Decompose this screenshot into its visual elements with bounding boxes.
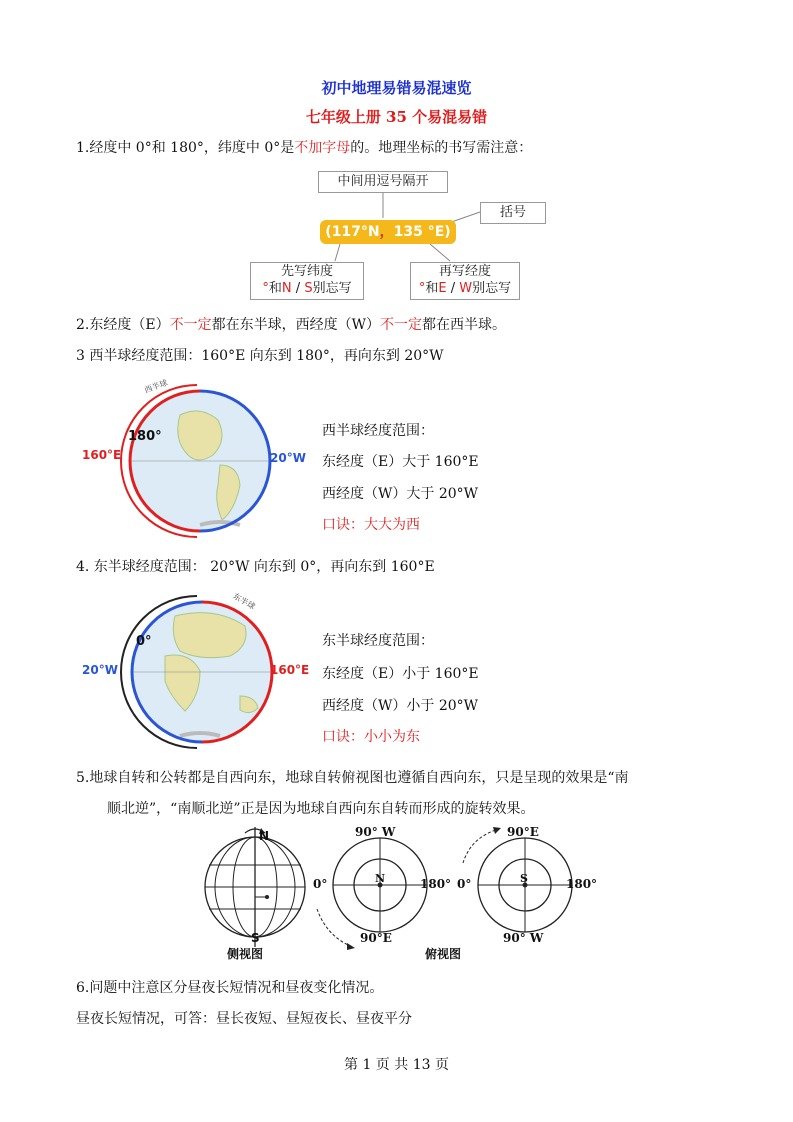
item3-east-rule: 东经度（E）大于 160°E xyxy=(322,454,479,470)
item4-heading: 4. 东半球经度范围： 20°W 向东到 0°，再向东到 160°E xyxy=(76,559,435,575)
item5-line1: 5.地球自转和公转都是自西向东，地球自转俯视图也遵循自西向东，只是呈现的效果是“南 xyxy=(76,770,629,786)
north-top-label: 90° W xyxy=(355,825,396,839)
item4-mnemonic: 口诀：小小为东 xyxy=(322,729,420,745)
bracket-label: 括号 xyxy=(480,202,546,224)
south-right-label: 180° xyxy=(566,877,598,891)
globe-east-center-label: 0° xyxy=(136,634,152,649)
item3-range-heading: 西半球经度范围： xyxy=(322,423,434,439)
north-center-label: N xyxy=(375,872,386,885)
item3-mnemonic: 口诀：大大为西 xyxy=(322,517,420,533)
item3-west-rule: 西经度（W）大于 20°W xyxy=(322,486,479,502)
page-number: 第 1 页 共 13 页 xyxy=(344,1057,449,1073)
rotation-diagrams xyxy=(195,825,615,965)
side-view-caption: 侧视图 xyxy=(227,947,264,961)
item1-text: 1.经度中 0°和 180°，纬度中 0°是不加字母的。地理坐标的书写需注意： xyxy=(76,140,533,156)
globe-west-right-label: 20°W xyxy=(270,451,306,465)
globe-east-hemi-label: 东半球 xyxy=(231,591,257,612)
side-south-label: S xyxy=(251,931,260,945)
side-north-label: N xyxy=(259,829,270,843)
top-view-caption: 俯视图 xyxy=(425,947,462,961)
globe-east-left-label: 20°W xyxy=(82,663,118,677)
south-top-label: 90°E xyxy=(507,825,539,839)
item5-line2: 顺北逆”，“南顺北逆”正是因为地球自西向东自转而形成的旋转效果。 xyxy=(107,801,535,817)
item6-line2: 昼夜长短情况，可答：昼长夜短、昼短夜长、昼夜平分 xyxy=(76,1011,412,1027)
north-bottom-label: 90°E xyxy=(360,931,392,945)
comma-label: 中间用逗号隔开 xyxy=(318,171,448,193)
globe-west-hemi-label: 西半球 xyxy=(143,378,169,395)
coordinate-example: (117°N，135 °E) xyxy=(320,220,456,244)
globe-west-center-label: 180° xyxy=(128,429,162,444)
globe-east-right-label: 160°E xyxy=(270,663,310,677)
south-left-label: 0° xyxy=(457,877,472,891)
item4-range-heading: 东半球经度范围： xyxy=(322,633,434,649)
item6-line1: 6.问题中注意区分昼夜长短情况和昼夜变化情况。 xyxy=(76,980,384,996)
western-hemisphere-globe xyxy=(80,375,310,545)
eastern-hemisphere-globe xyxy=(80,586,310,756)
item4-east-rule: 东经度（E）小于 160°E xyxy=(322,666,479,682)
item2-text: 2.东经度（E）不一定都在东半球，西经度（W）不一定都在西半球。 xyxy=(76,317,506,333)
south-bottom-label: 90° W xyxy=(503,931,544,945)
item3-heading: 3 西半球经度范围：160°E 向东到 180°，再向东到 20°W xyxy=(76,348,444,364)
north-right-label: 180° xyxy=(420,877,452,891)
globe-west-left-label: 160°E xyxy=(82,448,122,462)
page-subtitle: 七年级上册 35 个易混易错 xyxy=(305,108,488,126)
item4-west-rule: 西经度（W）小于 20°W xyxy=(322,698,479,714)
north-left-label: 0° xyxy=(313,877,328,891)
latitude-rule-box: 先写纬度 °和N / S别忘写 xyxy=(250,262,364,300)
south-center-label: S xyxy=(520,872,528,885)
longitude-rule-box: 再写经度 °和E / W别忘写 xyxy=(410,262,520,300)
page-title: 初中地理易错易混速览 xyxy=(321,79,472,97)
